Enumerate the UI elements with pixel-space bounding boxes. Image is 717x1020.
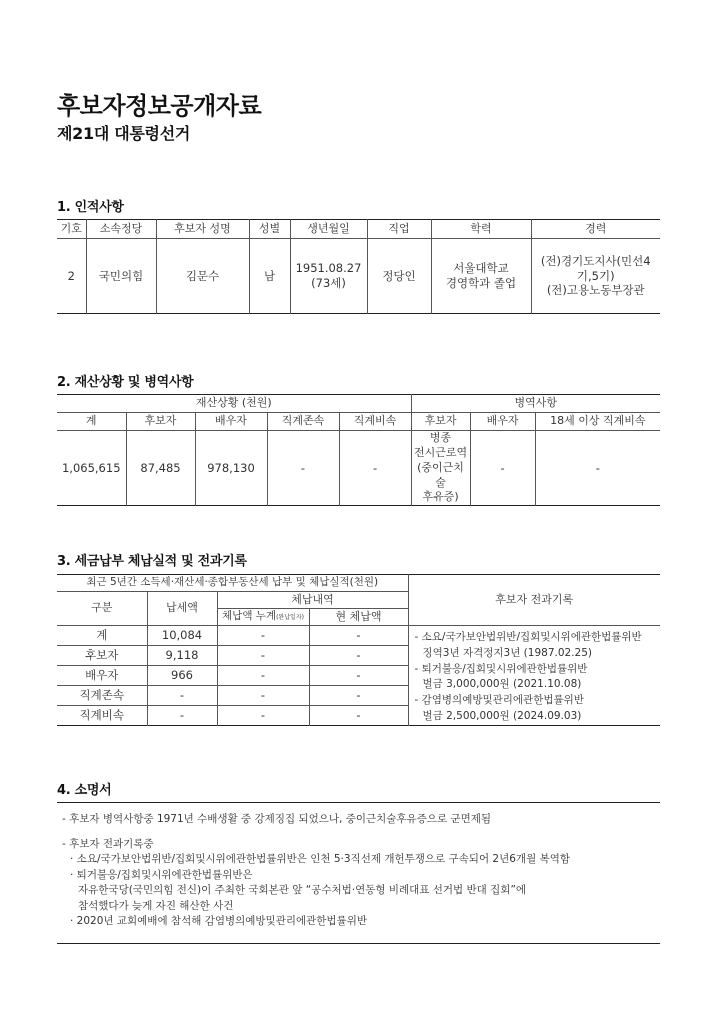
military-line: 전시근로역 — [413, 445, 468, 459]
tax-row-label: 배우자 — [57, 665, 147, 685]
military-descendant: - — [535, 431, 660, 506]
statement-line: - 후보자 병역사항중 1971년 수배생활 중 강제징집 되었으나, 중이근치술후유증으로 군면제됨 — [62, 813, 492, 825]
header-cell: 학력 — [431, 220, 531, 239]
table-row — [57, 239, 660, 314]
tax-cumulative-arrears: - — [217, 626, 309, 646]
criminal-record-cell — [408, 626, 660, 726]
statement-line: · 퇴거불응/집회및시위에관한법률위반은 — [70, 868, 253, 881]
section-divider — [57, 802, 660, 803]
military-spouse: - — [470, 431, 535, 506]
header-cell: 후보자 — [411, 413, 470, 431]
election-subtitle: 제21대 대통령선거 — [57, 124, 191, 143]
tax-row-label: 직계비속 — [79, 707, 124, 722]
payment-date-note: (완납일자) — [276, 614, 304, 622]
military-line: 후유증) — [422, 490, 459, 504]
tax-current-arrears: - — [309, 705, 408, 725]
tax-cumulative-arrears: - — [217, 705, 309, 725]
header-cell: 현 체납액 — [309, 609, 408, 626]
property-ascendant: - — [267, 431, 339, 506]
tax-cumulative-arrears: - — [217, 685, 309, 705]
section-statement-title: 4. 소명서 — [57, 783, 112, 798]
header-cell: 직계존속 — [267, 413, 339, 431]
statement-line: - 후보자 전과기록중 — [62, 837, 154, 850]
header-cell: 구분 — [57, 592, 147, 626]
table-group-header-row — [57, 575, 660, 592]
tax-row-label: 직계존속 — [57, 685, 147, 705]
header-cell: 성별 — [249, 220, 290, 239]
military-candidate-cell — [411, 431, 470, 506]
tax-current-arrears: - — [309, 626, 408, 646]
gender: 남 — [249, 239, 290, 314]
birth-date: 1951.08.27 — [295, 261, 362, 276]
table-row — [57, 626, 660, 646]
header-cell: 생년월일 — [290, 220, 367, 239]
birth-date-cell — [290, 239, 367, 314]
header-cell: 기호 — [57, 220, 86, 239]
education-major: 경영학과 졸업 — [445, 276, 517, 290]
career-item: (전)고용노동부장관 — [546, 283, 645, 298]
occupation: 정당인 — [367, 239, 431, 314]
section-property-military-title: 2. 재산상황 및 병역사항 — [57, 375, 194, 390]
spacer — [62, 828, 570, 837]
candidate-number: 2 — [67, 268, 75, 283]
career-item: (전)경기도지사(민선4기,5기) — [540, 253, 651, 283]
tax-paid: - — [147, 685, 217, 705]
table-group-header-row — [57, 395, 660, 413]
property-total: 1,065,615 — [61, 460, 121, 475]
cumulative-arrears-label: 체납액 누계 — [222, 610, 277, 623]
table-header-row — [57, 413, 660, 431]
tax-paid: 966 — [147, 665, 217, 685]
tax-cumulative-arrears: - — [217, 665, 309, 685]
property-group-header: 재산상황 (천원) — [57, 395, 411, 413]
tax-row-label: 후보자 — [57, 645, 147, 665]
tax-row-label: 계 — [57, 626, 147, 646]
table-row — [57, 431, 660, 506]
criminal-record-line: - 퇴거불응/집회및시위에관한법률위반 — [414, 662, 588, 675]
career-cell — [531, 239, 660, 314]
section-tax-criminal-title: 3. 세금납부 체납실적 및 전과기록 — [57, 554, 247, 569]
education-school: 서울대학교 — [453, 261, 509, 276]
tax-paid: 9,118 — [147, 645, 217, 665]
header-cell: 체납내역 — [217, 592, 408, 609]
header-cell: 소속정당 — [86, 220, 156, 239]
military-line: (중이근치술 — [417, 460, 464, 489]
military-line: 병종 — [429, 431, 452, 444]
header-cell — [217, 609, 309, 626]
statement-line: 참석했다가 늦게 자진 해산한 사건 — [78, 899, 234, 912]
header-cell: 계 — [57, 413, 126, 431]
header-cell: 배우자 — [470, 413, 535, 431]
header-cell: 직업 — [367, 220, 431, 239]
statement-line: · 소요/국가보안법위반/집회및시위에관한법률위반은 인천 5·3직선제 개헌투쟁으로 구속되어 2년6개월 복역함 — [70, 853, 570, 865]
table-header-row — [57, 220, 660, 239]
criminal-record-line: 징역3년 자격정지3년 (1987.02.25) — [422, 646, 592, 659]
header-cell: 납세액 — [147, 592, 217, 626]
tax-cumulative-arrears: - — [217, 645, 309, 665]
tax-group-header: 최근 5년간 소득세·재산세·종합부동산세 납부 및 체납실적(천원) — [57, 575, 408, 592]
property-spouse: 978,130 — [195, 431, 267, 506]
section-bottom-rule — [57, 943, 660, 944]
tax-current-arrears: - — [309, 685, 408, 705]
property-descendant: - — [339, 431, 411, 506]
criminal-record-line: 벌금 2,500,000원 (2024.09.03) — [422, 709, 582, 722]
criminal-header: 후보자 전과기록 — [408, 575, 660, 626]
military-group-header: 병역사항 — [411, 395, 660, 413]
tax-criminal-table — [57, 574, 660, 726]
criminal-record-line: 벌금 3,000,000원 (2021.10.08) — [422, 678, 582, 691]
education-cell — [431, 239, 531, 314]
statement-body — [62, 812, 570, 930]
criminal-record-line: - 감염병의예방및관리에관한법률위반 — [414, 694, 584, 706]
section-personal-info-title: 1. 인적사항 — [57, 200, 124, 215]
personal-info-table — [57, 219, 660, 314]
tax-current-arrears: - — [309, 645, 408, 665]
age: (73세) — [311, 276, 346, 290]
tax-paid: - — [147, 705, 217, 725]
header-cell: 경력 — [531, 220, 660, 239]
property-candidate: 87,485 — [126, 431, 195, 506]
property-military-table — [57, 394, 660, 506]
statement-line: 자유한국당(국민의힘 전신)이 주최한 국회본관 앞 “공수처법·연동형 비례대표 선거법 반대 집회”에 — [78, 884, 527, 896]
header-cell: 후보자 성명 — [156, 220, 249, 239]
party-name: 국민의힘 — [86, 239, 156, 314]
statement-line: · 2020년 교회예배에 참석해 감염병의예방및관리에관한법률위반 — [70, 915, 367, 927]
criminal-record-line: - 소요/국가보안법위반/집회및시위에관한법률위반 — [414, 631, 642, 643]
tax-paid: 10,084 — [147, 626, 217, 646]
candidate-name: 김문수 — [156, 239, 249, 314]
document-title: 후보자정보공개자료 — [57, 92, 262, 120]
header-cell: 후보자 — [126, 413, 195, 431]
tax-current-arrears: - — [309, 665, 408, 685]
header-cell: 직계비속 — [339, 413, 411, 431]
header-cell: 18세 이상 직계비속 — [535, 413, 660, 431]
header-cell: 배우자 — [195, 413, 267, 431]
